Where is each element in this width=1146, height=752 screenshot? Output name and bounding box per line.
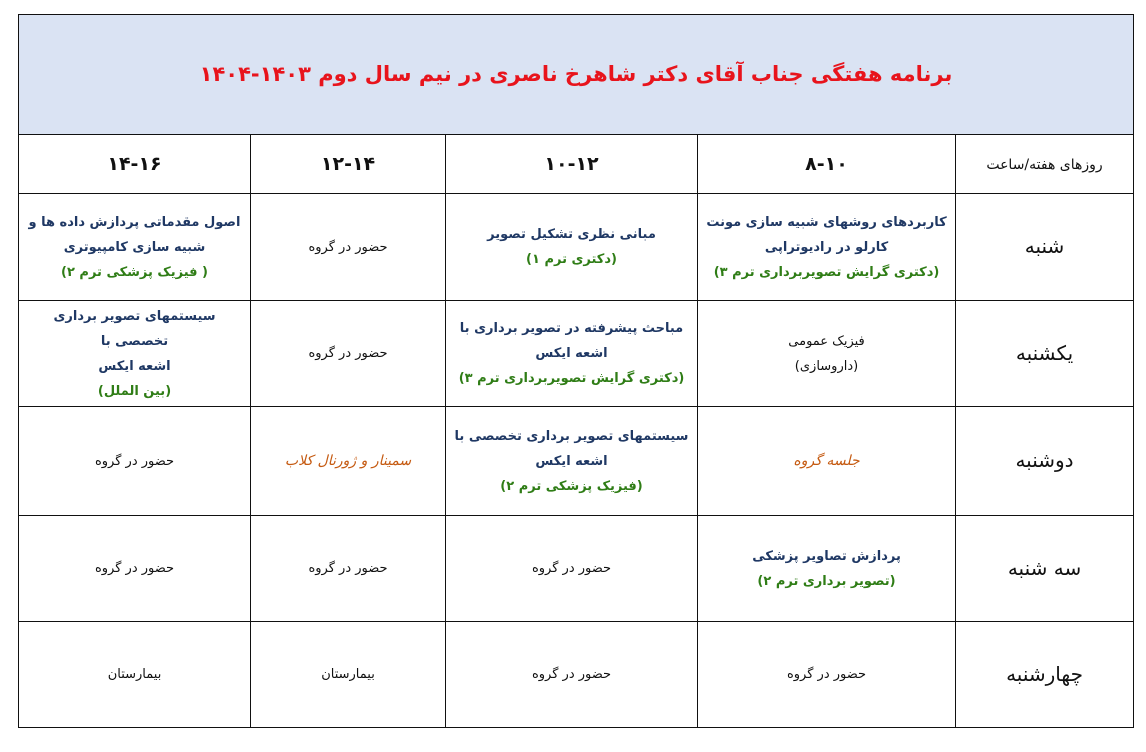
day-label: شنبه	[1024, 234, 1065, 258]
course-group-note: (فیزیک پزشکی ترم ۲)	[500, 478, 643, 494]
day-row	[19, 407, 1134, 516]
event-label: جلسه گروه	[793, 452, 860, 469]
cell-text: بیمارستان	[107, 667, 162, 682]
course-title-line: اشعه ایکس	[98, 358, 171, 374]
course-title-line: شبیه سازی کامپیوتری	[63, 239, 206, 255]
day-cell	[956, 301, 1134, 407]
cell-text: حضور در گروه	[531, 561, 612, 576]
cell-text: (داروسازی)	[794, 358, 859, 374]
schedule-cell	[446, 516, 698, 622]
cell-text: حضور در گروه	[308, 239, 388, 255]
slot-label: ۱۲-۱۴	[320, 152, 376, 175]
day-label: سه شنبه	[1007, 555, 1082, 580]
schedule-cell	[698, 622, 956, 728]
day-label: دوشنبه	[1015, 448, 1074, 472]
course-group-note: (دکتری ترم ۱)	[526, 252, 617, 267]
schedule-cell	[251, 407, 446, 516]
schedule-cell	[446, 194, 698, 301]
header-row	[19, 135, 1134, 194]
cell-text: حضور در گروه	[94, 453, 175, 469]
course-group-note: (دکتری گرایش تصویربرداری ترم ۳)	[458, 371, 685, 386]
cell-text: بیمارستان	[321, 667, 375, 682]
schedule-cell	[19, 622, 251, 728]
schedule-cell	[446, 622, 698, 728]
event-label: سمینار و ژورنال کلاب	[284, 452, 412, 469]
course-title-line: اصول مقدماتی پردازش داده ها و	[28, 214, 241, 230]
days-label-cell	[956, 135, 1134, 194]
course-group-note: (بین الملل)	[97, 383, 172, 399]
schedule-cell	[251, 516, 446, 622]
slot-header-4	[19, 135, 251, 194]
day-label: چهارشنبه	[1006, 661, 1083, 686]
course-group-note: (تصویر برداری ترم ۲)	[757, 573, 896, 589]
course-title-line: اشعه ایکس	[535, 346, 608, 361]
cell-text: حضور در گروه	[308, 561, 388, 576]
day-cell	[956, 622, 1134, 728]
cell-text: حضور در گروه	[531, 667, 612, 682]
schedule-cell	[446, 301, 698, 407]
schedule-cell	[446, 407, 698, 516]
day-row	[19, 516, 1134, 622]
weekly-schedule-table	[18, 14, 1134, 728]
slot-label: ۸-۱۰	[805, 152, 848, 175]
course-title-line: مبانی نظری تشکیل تصویر	[487, 227, 656, 242]
day-cell	[956, 407, 1134, 516]
day-row	[19, 301, 1134, 407]
cell-text: حضور در گروه	[786, 667, 867, 682]
title-row	[19, 15, 1134, 135]
slot-header-1	[698, 135, 956, 194]
slot-header-3	[251, 135, 446, 194]
schedule-cell	[19, 516, 251, 622]
schedule-cell	[698, 194, 956, 301]
course-group-note: (دکتری گرایش تصویربرداری ترم ۳)	[713, 264, 940, 280]
day-cell	[956, 516, 1134, 622]
title-cell	[19, 15, 1134, 135]
course-title-line: پردازش تصاویر پزشکی	[752, 548, 901, 564]
schedule-cell	[698, 301, 956, 407]
slot-label: ۱۴-۱۶	[107, 152, 162, 175]
course-title-line: سیستمهای تصویر برداری تخصصی با	[53, 308, 216, 349]
schedule-title: برنامه هفتگی جناب آقای دکتر شاهرخ ناصری در نیم سال دوم ۱۴۰۳-۱۴۰۴	[199, 61, 953, 86]
days-label: روزهای هفته/ساعت	[986, 156, 1103, 173]
course-title-line: مباحث پیشرفته در تصویر برداری با	[459, 321, 684, 336]
schedule-cell	[19, 194, 251, 301]
schedule-cell	[698, 516, 956, 622]
course-title-line: اشعه ایکس	[535, 453, 608, 469]
cell-text: حضور در گروه	[94, 561, 175, 576]
schedule-cell	[251, 301, 446, 407]
slot-header-2	[446, 135, 698, 194]
schedule-cell	[19, 301, 251, 407]
schedule-cell	[251, 622, 446, 728]
schedule-body	[19, 15, 1134, 728]
day-cell	[956, 194, 1134, 301]
course-title-line: کارلو در رادیوتراپی	[764, 239, 889, 255]
day-row	[19, 622, 1134, 728]
day-label: یکشنبه	[1015, 340, 1074, 365]
schedule-cell	[698, 407, 956, 516]
day-row	[19, 194, 1134, 301]
cell-text: فیزیک عمومی	[788, 333, 865, 349]
schedule-cell	[251, 194, 446, 301]
cell-text: حضور در گروه	[308, 346, 388, 361]
slot-label: ۱۰-۱۲	[544, 152, 599, 175]
course-group-note: ( فیزیک پزشکی ترم ۲)	[61, 264, 208, 280]
schedule-cell	[19, 407, 251, 516]
course-title-line: کاربردهای روشهای شبیه سازی مونت	[706, 214, 947, 230]
course-title-line: سیستمهای تصویر برداری تخصصی با	[454, 428, 689, 444]
